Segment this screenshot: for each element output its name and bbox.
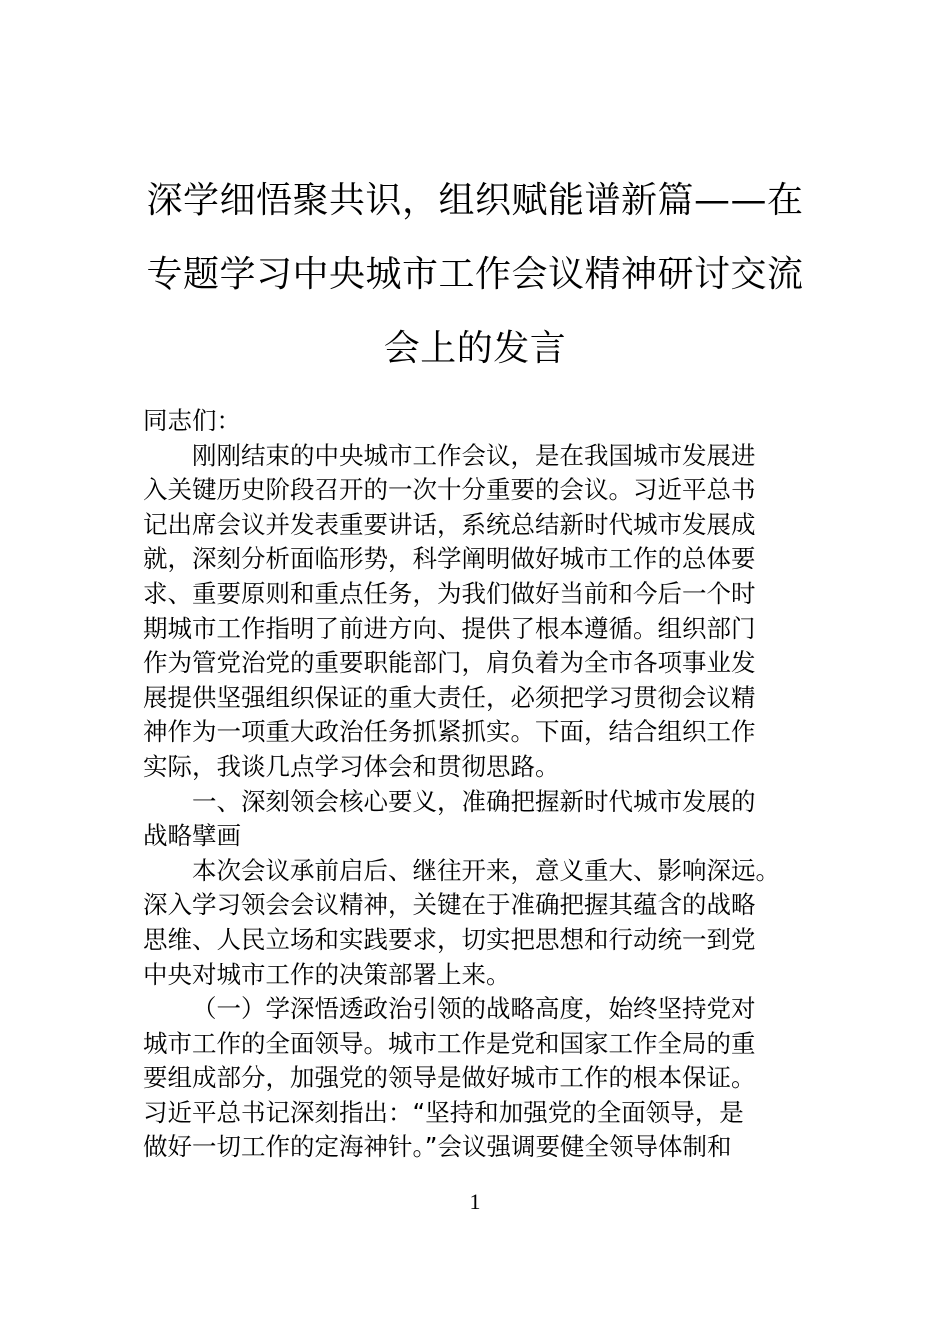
title-line: 深学细悟聚共识，组织赋能谱新篇——在 — [146, 180, 804, 221]
subsection-line: （一）学深悟透政治引领的战略高度，始终坚持党对 — [192, 994, 756, 1024]
document-body — [143, 404, 811, 1165]
section-heading-line: 战略擘画 — [143, 821, 241, 851]
body-line: 思维、人民立场和实践要求，切实把思想和行动统一到党 — [143, 924, 756, 954]
body-line: 本次会议承前启后、继往开来，意义重大、影响深远。 — [192, 855, 780, 885]
body-line: 记出席会议并发表重要讲话，系统总结新时代城市发展成 — [143, 509, 756, 539]
body-line: 神作为一项重大政治任务抓紧抓实。下面，结合组织工作 — [143, 717, 756, 747]
body-line: 深入学习领会会议精神，关键在于准确把握其蕴含的战略 — [143, 890, 756, 920]
section-heading-line: 一、深刻领会核心要义，准确把握新时代城市发展的 — [192, 786, 756, 816]
body-line: 就，深刻分析面临形势，科学阐明做好城市工作的总体要 — [143, 544, 756, 574]
body-line: 习近平总书记深刻指出：“坚持和加强党的全面领导，是 — [143, 1097, 744, 1127]
body-line: 展提供坚强组织保证的重大责任，必须把学习贯彻会议精 — [143, 682, 756, 712]
title-line: 专题学习中央城市工作会议精神研讨交流 — [146, 254, 804, 295]
document-title — [140, 164, 810, 386]
body-line: 入关键历史阶段召开的一次十分重要的会议。习近平总书 — [143, 475, 756, 505]
title-line: 会上的发言 — [383, 328, 567, 369]
body-line: 要组成部分，加强党的领导是做好城市工作的根本保证。 — [143, 1063, 756, 1093]
salutation: 同志们： — [143, 406, 241, 435]
body-line: 做好一切工作的定海神针。”会议强调要健全领导体制和 — [143, 1132, 732, 1162]
body-line: 期城市工作指明了前进方向、提供了根本遵循。组织部门 — [143, 613, 756, 643]
body-line: 城市工作的全面领导。城市工作是党和国家工作全局的重 — [143, 1028, 756, 1058]
body-line: 中央对城市工作的决策部署上来。 — [143, 959, 511, 989]
page-number: 1 — [469, 1189, 481, 1214]
body-line: 刚刚结束的中央城市工作会议，是在我国城市发展进 — [192, 440, 756, 470]
body-line: 实际，我谈几点学习体会和贯彻思路。 — [143, 751, 560, 781]
body-line: 作为管党治党的重要职能部门，肩负着为全市各项事业发 — [143, 648, 756, 678]
body-line: 求、重要原则和重点任务，为我们做好当前和今后一个时 — [143, 578, 756, 608]
